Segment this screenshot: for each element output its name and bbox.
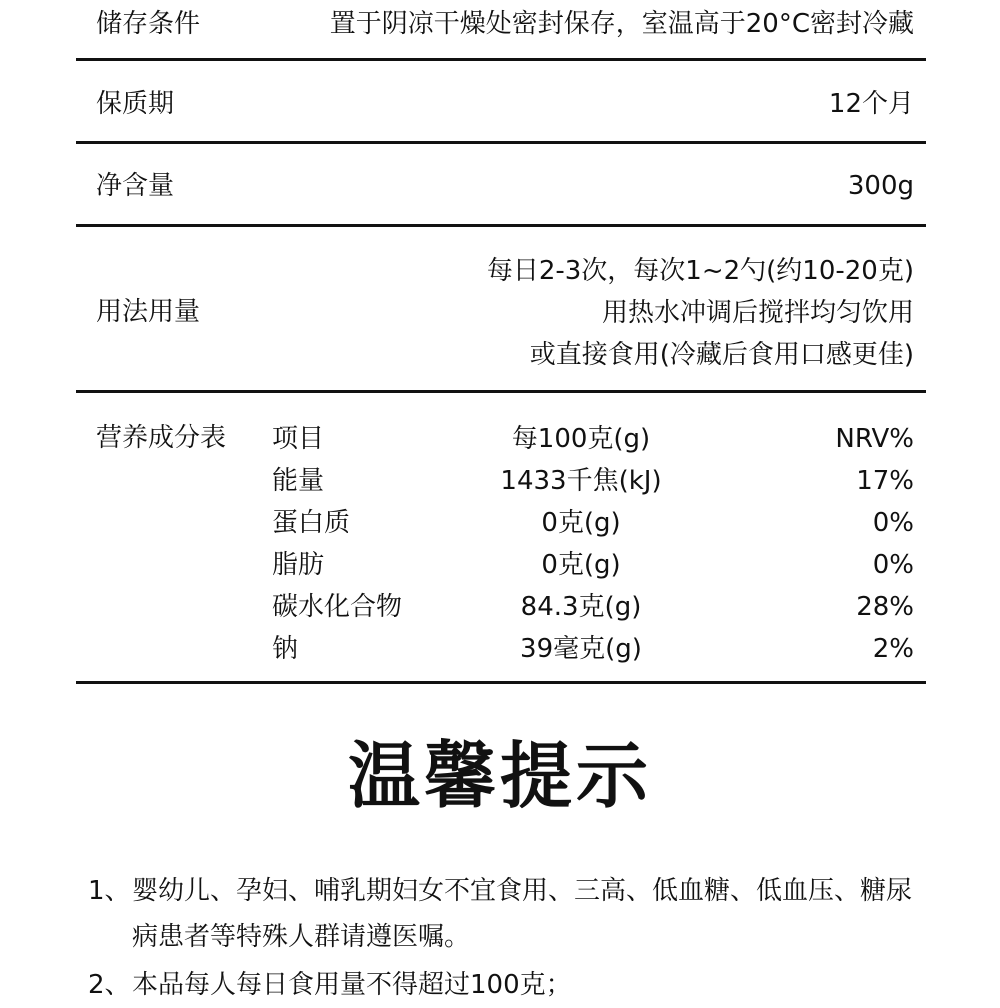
tip-item bbox=[88, 868, 918, 960]
divider bbox=[76, 681, 926, 684]
nutrition-header-row bbox=[76, 418, 926, 460]
nutrition-section bbox=[76, 418, 926, 678]
usage-line: 每日2-3次，每次1~2勺(约10-20克) bbox=[486, 256, 914, 286]
nutrient-name: 碳水化合物 bbox=[272, 592, 403, 622]
nutrient-per100: 0克(g) bbox=[541, 550, 621, 580]
nutrient-name: 脂肪 bbox=[272, 550, 325, 580]
table-row bbox=[76, 586, 926, 628]
storage-row bbox=[76, 4, 926, 44]
storage-value: 置于阴凉干燥处密封保存，室温高于20°C密封冷藏 bbox=[329, 9, 914, 39]
nutrient-per100: 39毫克(g) bbox=[520, 634, 642, 664]
nutrient-per100: 1433千焦(kJ) bbox=[500, 466, 662, 496]
tip-text: 本品每人每日食用量不得超过100克； bbox=[132, 970, 572, 1000]
header-item: 项目 bbox=[272, 424, 325, 454]
nutrient-nrv: 28% bbox=[856, 592, 914, 622]
table-row bbox=[76, 628, 926, 670]
nutrient-per100: 0克(g) bbox=[541, 508, 621, 538]
tip-number: 1、 bbox=[88, 876, 131, 906]
usage-line: 或直接食用(冷藏后食用口感更佳) bbox=[529, 340, 914, 370]
nutrient-per100: 84.3克(g) bbox=[520, 592, 642, 622]
net-content-row bbox=[76, 168, 926, 208]
storage-label: 储存条件 bbox=[96, 9, 201, 39]
usage-line: 用热水冲调后搅拌均匀饮用 bbox=[601, 298, 914, 328]
usage-row bbox=[76, 250, 926, 380]
nutrient-nrv: 0% bbox=[872, 508, 914, 538]
net-content-label: 净含量 bbox=[96, 171, 175, 201]
divider bbox=[76, 58, 926, 61]
divider bbox=[76, 224, 926, 227]
tip-text: 婴幼儿、孕妇、哺乳期妇女不宜食用、三高、低血糖、低血压、糖尿病患者等特殊人群请遵医嘱。 bbox=[132, 876, 913, 952]
divider bbox=[76, 390, 926, 393]
header-nrv: NRV% bbox=[835, 424, 914, 454]
net-content-value: 300g bbox=[847, 171, 914, 201]
nutrient-nrv: 2% bbox=[872, 634, 914, 664]
shelf-life-row bbox=[76, 86, 926, 126]
table-row bbox=[76, 502, 926, 544]
divider bbox=[76, 141, 926, 144]
nutrient-name: 能量 bbox=[272, 466, 325, 496]
nutrition-label: 营养成分表 bbox=[96, 423, 227, 453]
header-per100: 每100克(g) bbox=[511, 424, 651, 454]
usage-label: 用法用量 bbox=[96, 297, 201, 327]
tips-title: 温馨提示 bbox=[347, 734, 652, 818]
shelf-life-label: 保质期 bbox=[96, 89, 175, 119]
nutrient-name: 钠 bbox=[272, 634, 299, 664]
usage-instructions bbox=[487, 250, 914, 376]
tip-item bbox=[88, 962, 918, 1008]
nutrient-name: 蛋白质 bbox=[272, 508, 351, 538]
shelf-life-value: 12个月 bbox=[828, 89, 914, 119]
nutrient-nrv: 0% bbox=[872, 550, 914, 580]
nutrient-nrv: 17% bbox=[856, 466, 914, 496]
table-row bbox=[76, 544, 926, 586]
table-row bbox=[76, 460, 926, 502]
tip-number: 2、 bbox=[88, 970, 131, 1000]
